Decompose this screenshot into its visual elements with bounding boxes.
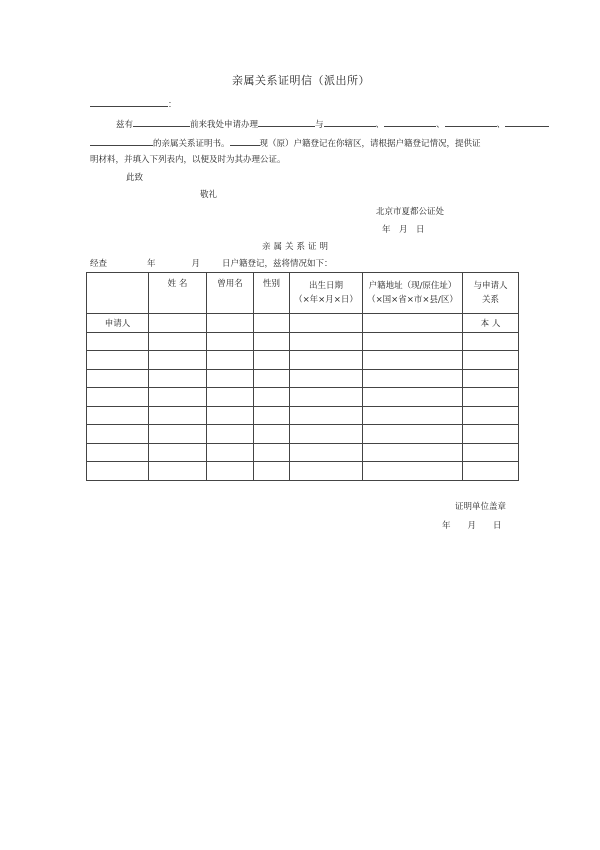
- table-cell: [363, 351, 463, 370]
- relative-blank-5: [90, 136, 153, 146]
- seal-label: 证明单位盖章: [455, 502, 507, 512]
- table-cell: [149, 332, 207, 351]
- table-row: [87, 425, 519, 444]
- table-cell: [463, 406, 519, 425]
- header-gender: 性别: [254, 273, 290, 314]
- header-relation: 与申请人 关系: [463, 273, 519, 314]
- table-cell: [363, 443, 463, 462]
- table-row: [87, 443, 519, 462]
- table-cell: [87, 369, 149, 388]
- closing-jing-li: 敬礼: [200, 190, 218, 200]
- person-blank: [230, 136, 260, 146]
- table-cell: [290, 369, 363, 388]
- applicant-relation: 本 人: [463, 314, 519, 333]
- table-cell: [149, 388, 207, 407]
- table-cell: [254, 425, 290, 444]
- table-cell: [207, 443, 254, 462]
- sep-2: 、: [436, 120, 445, 130]
- table-cell: [290, 406, 363, 425]
- table-cell: [463, 369, 519, 388]
- applicant-label: 申请人: [87, 314, 149, 333]
- table-cell: [87, 462, 149, 481]
- colon: ：: [168, 100, 177, 110]
- table-cell: [254, 351, 290, 370]
- text-cert-book: 的亲属关系证明书。: [153, 139, 230, 149]
- letter-line-1: [116, 117, 549, 131]
- check-line: [90, 258, 333, 270]
- table-cell: [149, 314, 207, 333]
- certificate-subtitle: 亲属关系证明: [262, 242, 332, 252]
- text-month: 月: [191, 259, 201, 269]
- recipient-blank: [90, 97, 168, 107]
- table-row: [87, 388, 519, 407]
- table-header-row: [87, 273, 519, 314]
- table-cell: [290, 351, 363, 370]
- header-birth-date: 出生日期 （×年×月×日）: [290, 273, 363, 314]
- table-row: [87, 462, 519, 481]
- closing-ci-zhi: 此致: [126, 173, 144, 183]
- table-cell: [463, 462, 519, 481]
- recipient-line: [90, 97, 177, 111]
- letter-line-3: 明材料，并填入下列表内，以便及时为其办理公证。: [90, 155, 286, 165]
- table-cell: [207, 314, 254, 333]
- matter-blank: [258, 117, 315, 127]
- letter-line-2: [90, 136, 481, 150]
- text-household: 现（原）户籍登记在你辖区，请根据户籍登记情况，提供证: [259, 139, 481, 149]
- table-cell: [87, 425, 149, 444]
- text-year: 年: [147, 259, 156, 269]
- relative-blank-4: [505, 117, 549, 127]
- table-cell: [363, 314, 463, 333]
- header-former-name: 曾用名: [207, 273, 254, 314]
- table-cell: [363, 462, 463, 481]
- relative-blank-3: [445, 117, 497, 127]
- text-day-record: 日户籍登记，兹将情况如下：: [222, 259, 333, 269]
- table-cell: [149, 443, 207, 462]
- table-cell: [290, 314, 363, 333]
- table-cell: [149, 462, 207, 481]
- table-cell: [363, 406, 463, 425]
- text-zi-you: 兹有: [116, 120, 134, 130]
- document-title: 亲属关系证明信（派出所）: [232, 74, 370, 87]
- table-cell: [363, 332, 463, 351]
- table-cell: [363, 425, 463, 444]
- issue-date: 年 月 日: [382, 225, 425, 235]
- table-cell: [254, 443, 290, 462]
- table-cell: [463, 351, 519, 370]
- table-cell: [254, 406, 290, 425]
- table-cell: [290, 388, 363, 407]
- relative-blank-2: [384, 117, 436, 127]
- text-apply: 前来我处申请办理: [190, 120, 259, 130]
- table-cell: [290, 425, 363, 444]
- table-row: [87, 314, 519, 333]
- table-cell: [87, 406, 149, 425]
- table-cell: [207, 462, 254, 481]
- applicant-name-blank: [133, 117, 190, 127]
- table-row: [87, 351, 519, 370]
- table-row: [87, 406, 519, 425]
- header-address: 户籍地址（现/原住址） （×国×省×市×县/区）: [363, 273, 463, 314]
- table-cell: [207, 369, 254, 388]
- table-cell: [290, 462, 363, 481]
- issuer-name: 北京市夏都公证处: [376, 207, 445, 217]
- table-cell: [463, 388, 519, 407]
- table-cell: [463, 332, 519, 351]
- table-cell: [149, 425, 207, 444]
- table-cell: [207, 351, 254, 370]
- text-jing-cha: 经查: [90, 259, 108, 269]
- table-cell: [207, 425, 254, 444]
- table-cell: [87, 388, 149, 407]
- table-cell: [149, 369, 207, 388]
- table-cell: [254, 388, 290, 407]
- header-blank: [87, 273, 149, 314]
- table-cell: [290, 443, 363, 462]
- table-cell: [463, 425, 519, 444]
- table-cell: [207, 332, 254, 351]
- table-cell: [463, 443, 519, 462]
- table-cell: [87, 443, 149, 462]
- relationship-table: [86, 272, 519, 481]
- footer-date: 年 月 日: [442, 521, 502, 531]
- table-cell: [254, 332, 290, 351]
- table-cell: [207, 388, 254, 407]
- table-cell: [87, 332, 149, 351]
- table-cell: [254, 462, 290, 481]
- table-cell: [363, 388, 463, 407]
- table-row: [87, 332, 519, 351]
- table-cell: [149, 351, 207, 370]
- header-name: 姓 名: [149, 273, 207, 314]
- table-cell: [87, 351, 149, 370]
- table-cell: [207, 406, 254, 425]
- table-cell: [290, 332, 363, 351]
- sep-1: 、: [375, 120, 385, 130]
- sep-3: 、: [496, 120, 506, 130]
- relative-blank-1: [324, 117, 376, 127]
- table-row: [87, 369, 519, 388]
- table-cell: [254, 369, 290, 388]
- table-cell: [363, 369, 463, 388]
- table-cell: [254, 314, 290, 333]
- table-cell: [149, 406, 207, 425]
- text-with: 与: [315, 120, 324, 130]
